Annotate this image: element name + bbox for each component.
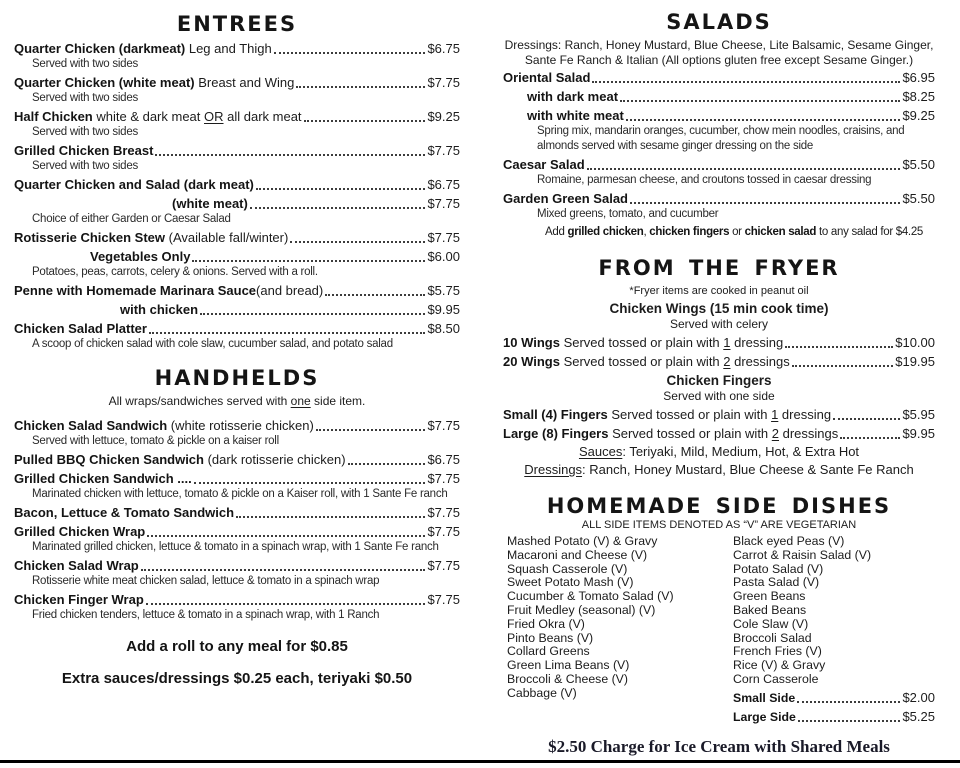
text-segment: (white rotisserie chicken)	[170, 417, 314, 433]
dot-leader	[147, 535, 425, 537]
text-segment: Grilled Chicken Sandwich ....	[14, 470, 192, 486]
dot-leader	[304, 120, 426, 122]
item-name	[14, 282, 323, 299]
text-segment: Quarter Chicken and Salad (dark meat)	[14, 177, 254, 192]
item-price: $5.75	[427, 283, 460, 298]
side-dish-item: Pinto Beans (V)	[507, 630, 594, 645]
menu-text: Served with celery	[669, 317, 769, 331]
side-dish-item: Corn Casserole	[733, 671, 819, 686]
side-dish-item: Broccoli Salad	[733, 630, 812, 645]
side-dishes-title: HOMEMADE SIDE DISHES	[546, 494, 892, 518]
text-segment: Chicken Salad Wrap	[14, 557, 139, 573]
text-segment: 2	[723, 354, 731, 369]
text-segment: (and bread)	[256, 283, 324, 298]
ice-cream-note: $2.50 Charge for Ice Cream with Shared Meals	[548, 736, 890, 756]
text-segment: Vegetables Only	[90, 249, 191, 264]
item-name	[14, 108, 302, 125]
item-price: $5.50	[902, 157, 935, 172]
text-segment: Chicken Salad Platter	[14, 321, 147, 336]
item-name	[90, 248, 190, 265]
dot-leader	[192, 260, 425, 262]
handhelds-rows	[14, 417, 460, 623]
item-price: $9.95	[427, 302, 460, 317]
menu-item-row	[14, 176, 460, 193]
section-handhelds	[14, 366, 460, 623]
item-name	[14, 229, 288, 246]
side-dish-item: Carrot & Raisin Salad (V)	[733, 547, 872, 562]
item-price: $6.75	[427, 177, 460, 192]
menu-note	[503, 224, 935, 240]
menu-item-row	[14, 591, 460, 608]
menu-item-row	[14, 417, 460, 434]
text-segment: Quarter Chicken (white meat)	[14, 75, 199, 90]
menu-item-row	[503, 88, 935, 105]
item-description: A scoop of chicken salad with cole slaw, cucumber salad, and potato salad	[32, 338, 393, 350]
text-segment: Grilled Chicken Breast	[14, 143, 154, 158]
item-description: Served with lettuce, tomato & pickle on a kaiser roll	[32, 434, 279, 447]
text-segment: Pulled BBQ Chicken Sandwich	[14, 451, 208, 467]
menu-item-row	[14, 229, 460, 246]
dot-leader	[316, 429, 426, 431]
side-dish-item: Cabbage (V)	[507, 685, 577, 700]
menu-item-row	[14, 301, 460, 318]
text-segment: chicken fingers	[649, 226, 730, 238]
item-name	[14, 142, 153, 159]
menu-item-row	[14, 108, 460, 125]
text-segment: Leg and Thigh	[188, 41, 272, 56]
dot-leader	[833, 418, 900, 420]
side-dish-item: Fried Okra (V)	[507, 616, 585, 631]
item-price: $6.75	[427, 41, 460, 56]
item-name	[503, 190, 628, 207]
dot-leader	[798, 720, 901, 722]
side-dish-item: French Fries (V)	[733, 644, 822, 659]
dot-leader	[348, 463, 426, 465]
dot-leader	[200, 313, 425, 315]
menu-text: *Fryer items are cooked in peanut oil	[629, 285, 809, 297]
item-name	[527, 107, 624, 124]
menu-item-row	[503, 406, 935, 423]
menu-item-row	[503, 69, 935, 86]
text-segment: Served tossed or plain with	[563, 354, 724, 369]
text-segment: Breast and Wing	[198, 75, 295, 90]
text-segment: Served tossed or plain with	[611, 407, 772, 422]
text-segment: (Available fall/winter)	[168, 230, 289, 245]
menu-item-row	[14, 504, 460, 521]
menu-item-row	[503, 107, 935, 124]
side-dish-item: Broccoli & Cheese (V)	[507, 671, 628, 686]
side-dish-item: Cucumber & Tomato Salad (V)	[507, 589, 674, 604]
entrees-rows	[14, 40, 460, 352]
dot-leader	[250, 207, 426, 209]
dot-leader	[296, 86, 425, 88]
dot-leader	[149, 332, 426, 334]
salads-dressings-line-2: Sante Fe Ranch & Italian (All options gluten free except Sesame Ginger.)	[524, 52, 914, 67]
dot-leader	[626, 119, 901, 121]
item-name	[503, 69, 590, 86]
side-price-row	[733, 709, 935, 725]
dot-leader	[587, 168, 901, 170]
menu-item-row	[14, 195, 460, 212]
fryer-rows	[503, 284, 935, 478]
side-dish-item: Green Lima Beans (V)	[507, 658, 630, 673]
menu-text	[503, 444, 935, 460]
item-price: $7.75	[427, 557, 460, 573]
left-column	[14, 12, 460, 687]
right-column	[503, 10, 935, 757]
text-segment: side item.	[310, 394, 366, 408]
section-fryer	[503, 256, 935, 478]
side-dish-item: Collard Greens	[507, 644, 590, 659]
text-segment: Chicken Finger Wrap	[14, 591, 144, 607]
handhelds-subtitle	[14, 394, 460, 409]
item-description: Potatoes, peas, carrots, celery & onions. Served with a roll.	[32, 266, 318, 278]
text-segment: OR	[204, 109, 224, 124]
menu-item-row	[14, 282, 460, 299]
side-dish-item: Pasta Salad (V)	[733, 575, 820, 590]
item-price: $7.75	[427, 591, 460, 607]
text-segment: (white meat)	[172, 196, 248, 211]
entrees-title: ENTREES	[176, 12, 298, 36]
dot-leader	[141, 569, 426, 571]
text-segment: dressings	[730, 354, 790, 369]
item-price: $9.25	[902, 108, 935, 123]
side-dish-item: Baked Beans	[733, 602, 807, 617]
item-name	[14, 176, 254, 193]
text-segment: All wraps/sandwiches served with	[108, 394, 291, 408]
dot-leader	[194, 482, 426, 484]
text-segment: one	[290, 394, 311, 408]
text-segment: with white meat	[527, 108, 624, 123]
dot-leader	[274, 52, 426, 54]
side-dishes-subtitle: ALL SIDE ITEMS DENOTED AS “V” ARE VEGETARIAN	[581, 519, 857, 531]
item-name	[503, 425, 838, 442]
item-description: Served with two sides	[32, 160, 138, 172]
salads-title: SALADS	[666, 10, 772, 34]
item-price: $5.25	[902, 708, 935, 724]
item-name	[503, 353, 790, 370]
menu-text: Served with one side	[663, 389, 775, 403]
text-segment: Penne with Homemade Marinara Sauce	[14, 283, 257, 298]
item-description: Served with two sides	[32, 58, 138, 70]
item-price: $7.75	[427, 523, 460, 539]
item-name	[503, 334, 783, 351]
handhelds-title: HANDHELDS	[154, 366, 320, 390]
item-description: Rotisserie white meat chicken salad, lettuce & tomato in a spinach wrap	[32, 574, 380, 587]
text-segment: dressing	[778, 407, 832, 422]
dot-leader	[146, 603, 426, 605]
item-name	[172, 195, 248, 212]
text-segment: Large (8) Fingers	[503, 426, 613, 441]
item-name	[503, 156, 585, 173]
text-segment: Add	[545, 226, 568, 238]
menu-text	[503, 462, 935, 478]
item-price: $9.25	[427, 109, 460, 124]
menu-item-row	[14, 470, 460, 487]
item-name	[14, 417, 314, 434]
item-price: $7.75	[427, 75, 460, 90]
side-dish-item: Black eyed Peas (V)	[733, 534, 845, 548]
text-segment: ,	[643, 226, 650, 238]
text-segment: chicken salad	[744, 226, 817, 238]
text-segment: (dark rotisserie chicken)	[207, 451, 346, 467]
item-name	[14, 470, 192, 487]
item-name	[527, 88, 618, 105]
text-segment: white & dark meat	[96, 109, 205, 124]
item-name	[14, 504, 234, 521]
side-size-label: Small Side	[733, 690, 796, 705]
text-segment: Bacon, Lettuce & Tomato Sandwich	[14, 504, 235, 520]
text-segment: to any salad for $4.25	[816, 226, 924, 238]
fryer-title: FROM THE FRYER	[598, 256, 840, 280]
dot-leader	[256, 188, 426, 190]
item-price: $7.75	[427, 196, 460, 211]
item-name	[503, 406, 831, 423]
item-description: Marinated grilled chicken, lettuce & tomato in a spinach wrap, with 1 Sante Fe ranch	[32, 540, 439, 553]
item-price: $5.50	[902, 191, 935, 206]
text-segment: Quarter Chicken (darkmeat)	[14, 41, 189, 56]
salads-rows	[503, 69, 935, 240]
text-segment: Half Chicken	[14, 109, 97, 124]
roll-note: Add a roll to any meal for $0.85	[126, 637, 348, 655]
item-price: $10.00	[895, 335, 935, 350]
item-description: Spring mix, mandarin oranges, cucumber, chow mein noodles, craisins, and	[537, 125, 905, 137]
menu-item-row	[14, 523, 460, 540]
menu-item-row	[503, 156, 935, 173]
item-price: $5.95	[902, 407, 935, 422]
text-segment: Rotisserie Chicken Stew	[14, 230, 169, 245]
side-dishes-left-list	[507, 535, 733, 725]
item-price: $19.95	[895, 354, 935, 369]
menu-item-row	[503, 353, 935, 370]
item-price: $7.75	[427, 143, 460, 158]
item-description: Fried chicken tenders, lettuce & tomato in a spinach wrap, with 1 Ranch	[32, 608, 380, 621]
item-price: $6.95	[902, 70, 935, 85]
side-dish-item: Mashed Potato (V) & Gravy	[507, 534, 658, 548]
dot-leader	[797, 701, 900, 703]
text-segment: 1	[723, 335, 731, 350]
side-dish-item: Squash Casserole (V)	[507, 561, 628, 576]
text-segment: 20 Wings	[503, 354, 564, 369]
menu-item-row	[14, 557, 460, 574]
item-description: Choice of either Garden or Caesar Salad	[32, 213, 231, 225]
item-price: $8.50	[427, 321, 460, 336]
text-segment: dressing	[730, 335, 784, 350]
side-dish-item: Potato Salad (V)	[733, 561, 824, 576]
item-price: $8.25	[902, 89, 935, 104]
menu-text: Chicken Fingers	[666, 373, 772, 388]
text-segment: Served tossed or plain with	[612, 426, 772, 441]
section-side-dishes	[503, 494, 935, 725]
section-entrees	[14, 12, 460, 352]
section-salads	[503, 10, 935, 240]
text-segment: Caesar Salad	[503, 157, 585, 172]
menu-item-row	[503, 334, 935, 351]
menu-item-row	[503, 425, 935, 442]
item-price: $2.00	[902, 689, 935, 705]
dot-leader	[325, 294, 425, 296]
side-dish-item: Fruit Medley (seasonal) (V)	[507, 602, 656, 617]
item-description: Served with two sides	[32, 126, 138, 138]
text-segment: with chicken	[120, 302, 199, 317]
item-price: $7.75	[427, 470, 460, 486]
text-segment: Served tossed or plain with	[563, 335, 724, 350]
side-dish-item: Sweet Potato Mash (V)	[507, 575, 634, 590]
menu-text: Chicken Wings (15 min cook time)	[609, 301, 829, 316]
dot-leader	[290, 241, 425, 243]
side-dish-item: Macaroni and Cheese (V)	[507, 547, 648, 562]
side-size-label: Large Side	[733, 709, 796, 724]
menu-item-row	[14, 320, 460, 337]
item-name	[14, 74, 294, 91]
dot-leader	[785, 346, 893, 348]
text-segment: Grilled Chicken Wrap	[14, 523, 146, 539]
text-segment: with dark meat	[527, 89, 619, 104]
item-name	[14, 320, 147, 337]
menu-item-row	[14, 248, 460, 265]
item-price: $7.75	[427, 417, 460, 433]
menu-item-row	[503, 190, 935, 207]
menu-item-row	[14, 40, 460, 57]
text-segment: Dressings	[524, 462, 583, 477]
item-description: Mixed greens, tomato, and cucumber	[537, 208, 719, 220]
dot-leader	[155, 154, 425, 156]
text-segment: or	[729, 226, 745, 238]
bottom-divider	[0, 760, 960, 763]
text-segment: : Teriyaki, Mild, Medium, Hot, & Extra Hot	[622, 444, 860, 459]
text-segment: all dark meat	[223, 109, 302, 124]
text-segment: dressings	[779, 426, 839, 441]
text-segment: Chicken Salad Sandwich	[14, 417, 171, 433]
side-dish-item: Green Beans	[733, 589, 806, 604]
dot-leader	[592, 81, 900, 83]
item-price: $6.00	[427, 249, 460, 264]
item-price: $7.75	[427, 504, 460, 520]
side-dish-item: Cole Slaw (V)	[733, 616, 809, 631]
side-dishes-right-list	[733, 535, 935, 725]
text-segment: 1	[771, 407, 779, 422]
side-dishes-grid	[503, 535, 935, 725]
menu-item-row	[14, 142, 460, 159]
text-segment: 10 Wings	[503, 335, 564, 350]
dot-leader	[840, 437, 900, 439]
salads-dressings-line-1: Dressings: Ranch, Honey Mustard, Blue Cheese, Lite Balsamic, Sesame Ginger,	[504, 38, 934, 52]
text-segment: Small (4) Fingers	[503, 407, 612, 422]
dot-leader	[630, 202, 900, 204]
item-description: almonds served with sesame ginger dressing on the side	[537, 140, 814, 152]
side-dish-item: Rice (V) & Gravy	[733, 658, 826, 673]
text-segment: Garden Green Salad	[503, 191, 628, 206]
item-price: $7.75	[427, 230, 460, 245]
item-name	[120, 301, 198, 318]
item-name	[14, 451, 346, 468]
item-description: Marinated chicken with lettuce, tomato & pickle on a Kaiser roll, with 1 Sante Fe ranch	[32, 487, 448, 500]
item-price: $6.75	[427, 451, 460, 467]
item-name	[14, 523, 145, 540]
item-name	[14, 591, 144, 608]
extra-sauces-note: Extra sauces/dressings $0.25 each, teriyaki $0.50	[61, 669, 413, 687]
item-description: Served with two sides	[32, 92, 138, 104]
text-segment: 2	[771, 426, 780, 441]
text-segment: grilled chicken	[567, 226, 644, 238]
side-price-row	[733, 690, 935, 706]
menu-item-row	[14, 451, 460, 468]
dot-leader	[620, 100, 900, 102]
item-name	[14, 40, 272, 57]
text-segment: Sauces	[578, 444, 623, 459]
menu-item-row	[14, 74, 460, 91]
text-segment: Oriental Salad	[503, 70, 591, 85]
dot-leader	[792, 365, 893, 367]
item-name	[14, 557, 139, 574]
text-segment: : Ranch, Honey Mustard, Blue Cheese & Sante Fe Ranch	[582, 462, 914, 477]
item-description: Romaine, parmesan cheese, and croutons tossed in caesar dressing	[537, 174, 872, 186]
item-price: $9.95	[902, 426, 935, 441]
dot-leader	[236, 516, 425, 518]
